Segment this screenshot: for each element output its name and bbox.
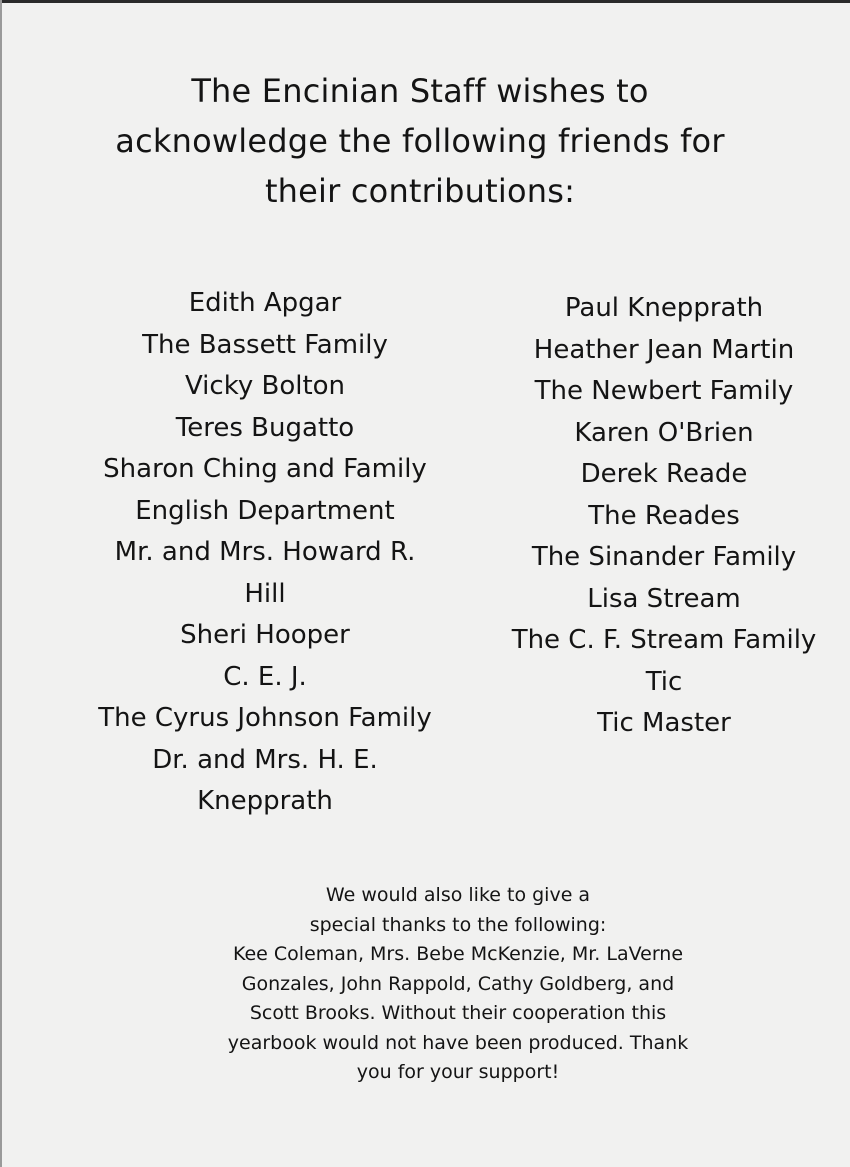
thanks-line: Kee Coleman, Mrs. Bebe McKenzie, Mr. LaVerne — [232, 943, 684, 965]
page-left-edge — [0, 0, 2, 1167]
contributor-name: Heather Jean Martin — [533, 334, 795, 365]
contributor-name: Karen O'Brien — [574, 417, 754, 448]
thanks-line: Gonzales, John Rappold, Cathy Goldberg, and — [241, 972, 675, 995]
contributor-name: Teres Bugatto — [175, 412, 355, 443]
contributor-name: Knepprath — [197, 786, 333, 816]
title-line: their contributions: — [264, 172, 576, 210]
contributor-name: Sheri Hooper — [180, 620, 350, 650]
contributor-name: Tic Master — [597, 708, 731, 738]
title-line: The Encinian Staff wishes to — [191, 72, 649, 110]
contributor-name: The Reades — [588, 500, 740, 531]
contributor-name: English Department — [135, 495, 395, 526]
thanks-line: yearbook would not have been produced. Thank — [227, 1031, 689, 1054]
contributor-name: Hill — [244, 578, 286, 609]
contributor-name: Dr. and Mrs. H. E. — [152, 744, 378, 775]
contributor-name: The Sinander Family — [531, 542, 797, 572]
page-title — [80, 66, 760, 216]
contributor-name: Tic — [645, 666, 683, 697]
contributor-name: Derek Reade — [580, 459, 748, 489]
special-thanks-paragraph — [188, 881, 728, 1088]
contributor-name: Mr. and Mrs. Howard R. — [114, 537, 416, 567]
contributor-name: The Bassett Family — [142, 329, 388, 360]
contributor-name: C. E. J. — [223, 661, 307, 692]
page-top-edge — [0, 0, 850, 3]
contributors-right-column — [478, 288, 850, 745]
contributor-name: The C. F. Stream Family — [511, 625, 817, 655]
contributor-name: Edith Apgar — [188, 288, 342, 318]
contributors-left-column — [70, 283, 460, 823]
contributor-name: Paul Knepprath — [564, 293, 764, 323]
thanks-line: you for your support! — [356, 1061, 560, 1083]
contributor-name: The Cyrus Johnson Family — [98, 703, 432, 733]
thanks-line: We would also like to give a — [325, 884, 591, 906]
thanks-line: special thanks to the following: — [309, 913, 607, 936]
contributor-name: Lisa Stream — [587, 583, 741, 614]
thanks-line: Scott Brooks. Without their cooperation this — [249, 1002, 667, 1024]
contributor-name: The Newbert Family — [534, 376, 794, 406]
contributor-name: Sharon Ching and Family — [103, 454, 427, 484]
title-line: acknowledge the following friends for — [115, 122, 725, 160]
contributor-name: Vicky Bolton — [184, 371, 346, 401]
